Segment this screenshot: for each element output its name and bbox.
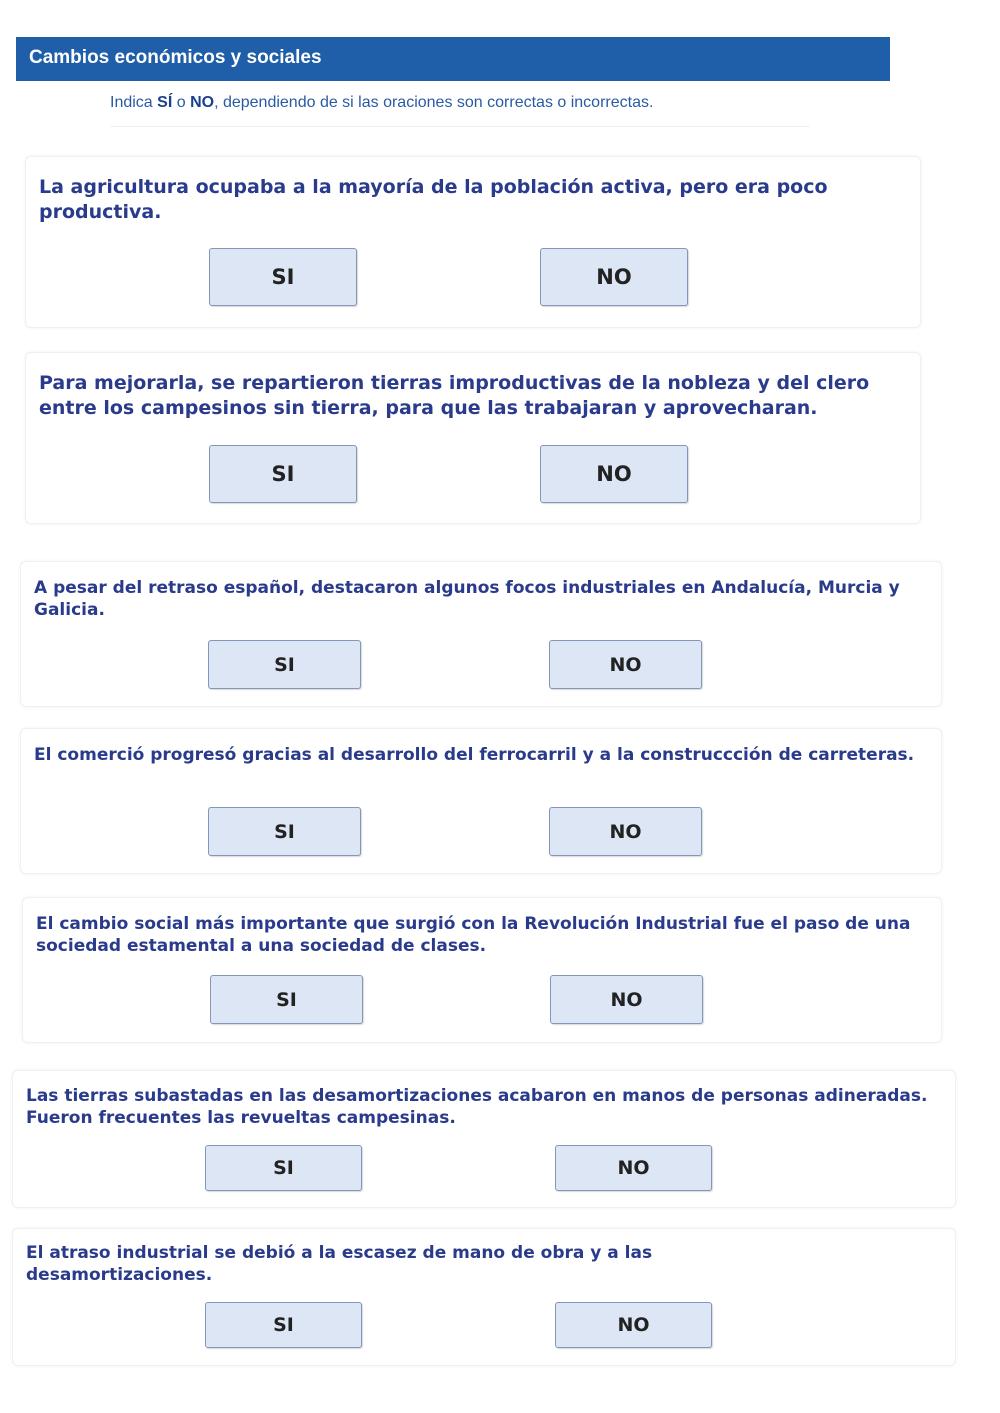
yes-button-2[interactable]: SI [209,445,357,503]
question-text-6: Las tierras subastadas en las desamortizaciones acabaron en manos de personas adineradas. Fueron frecuentes las revueltas campesinas. [26,1086,928,1129]
no-button-7[interactable]: NO [555,1302,712,1348]
yes-button-1[interactable]: SI [209,248,357,306]
no-button-5[interactable]: NO [550,975,703,1024]
question-text-7: El atraso industrial se debió a la escasez de mano de obra y a las desamortizaciones. [26,1243,653,1286]
question-card-5 [22,897,942,1043]
yes-button-5[interactable]: SI [210,975,363,1024]
no-button-3[interactable]: NO [549,640,702,689]
question-card-6 [12,1070,956,1208]
instructions-no-word: NO [190,94,215,111]
no-button-2[interactable]: NO [540,445,688,503]
question-text-4: El comerció progresó gracias al desarrollo del ferrocarril y a la construccción de carreteras. [34,745,915,765]
instructions-middle: o [172,94,191,111]
no-button-1[interactable]: NO [540,248,688,306]
instructions-yes-word: SÍ [157,94,173,111]
question-text-3: A pesar del retraso español, destacaron algunos focos industriales en Andalucía, Murcia y Galicia. [34,578,900,621]
question-card-2 [25,352,921,524]
question-card-3 [20,561,942,707]
no-button-4[interactable]: NO [549,807,702,856]
yes-button-7[interactable]: SI [205,1302,362,1348]
yes-button-3[interactable]: SI [208,640,361,689]
instructions [110,94,810,127]
page-title: Cambios económicos y sociales [29,47,322,68]
question-text-1: La agricultura ocupaba a la mayoría de la población activa, pero era poco productiva. [39,176,828,224]
question-card-7 [12,1228,956,1366]
instructions-prefix: Indica [110,94,158,111]
question-text-5: El cambio social más importante que surgió con la Revolución Industrial fue el paso de una sociedad estamental a una sociedad de clases. [36,914,911,957]
question-card-4 [20,728,942,874]
yes-button-4[interactable]: SI [208,807,361,856]
question-card-1 [25,156,921,328]
page-title-bar [16,37,890,81]
question-text-2: Para mejorarla, se repartieron tierras improductivas de la nobleza y del clero entre los campesinos sin tierra, para que las trabajaran y aprovecharan. [39,372,870,420]
no-button-6[interactable]: NO [555,1145,712,1191]
yes-button-6[interactable]: SI [205,1145,362,1191]
instructions-suffix: , dependiendo de si las oraciones son correctas o incorrectas. [214,94,654,111]
